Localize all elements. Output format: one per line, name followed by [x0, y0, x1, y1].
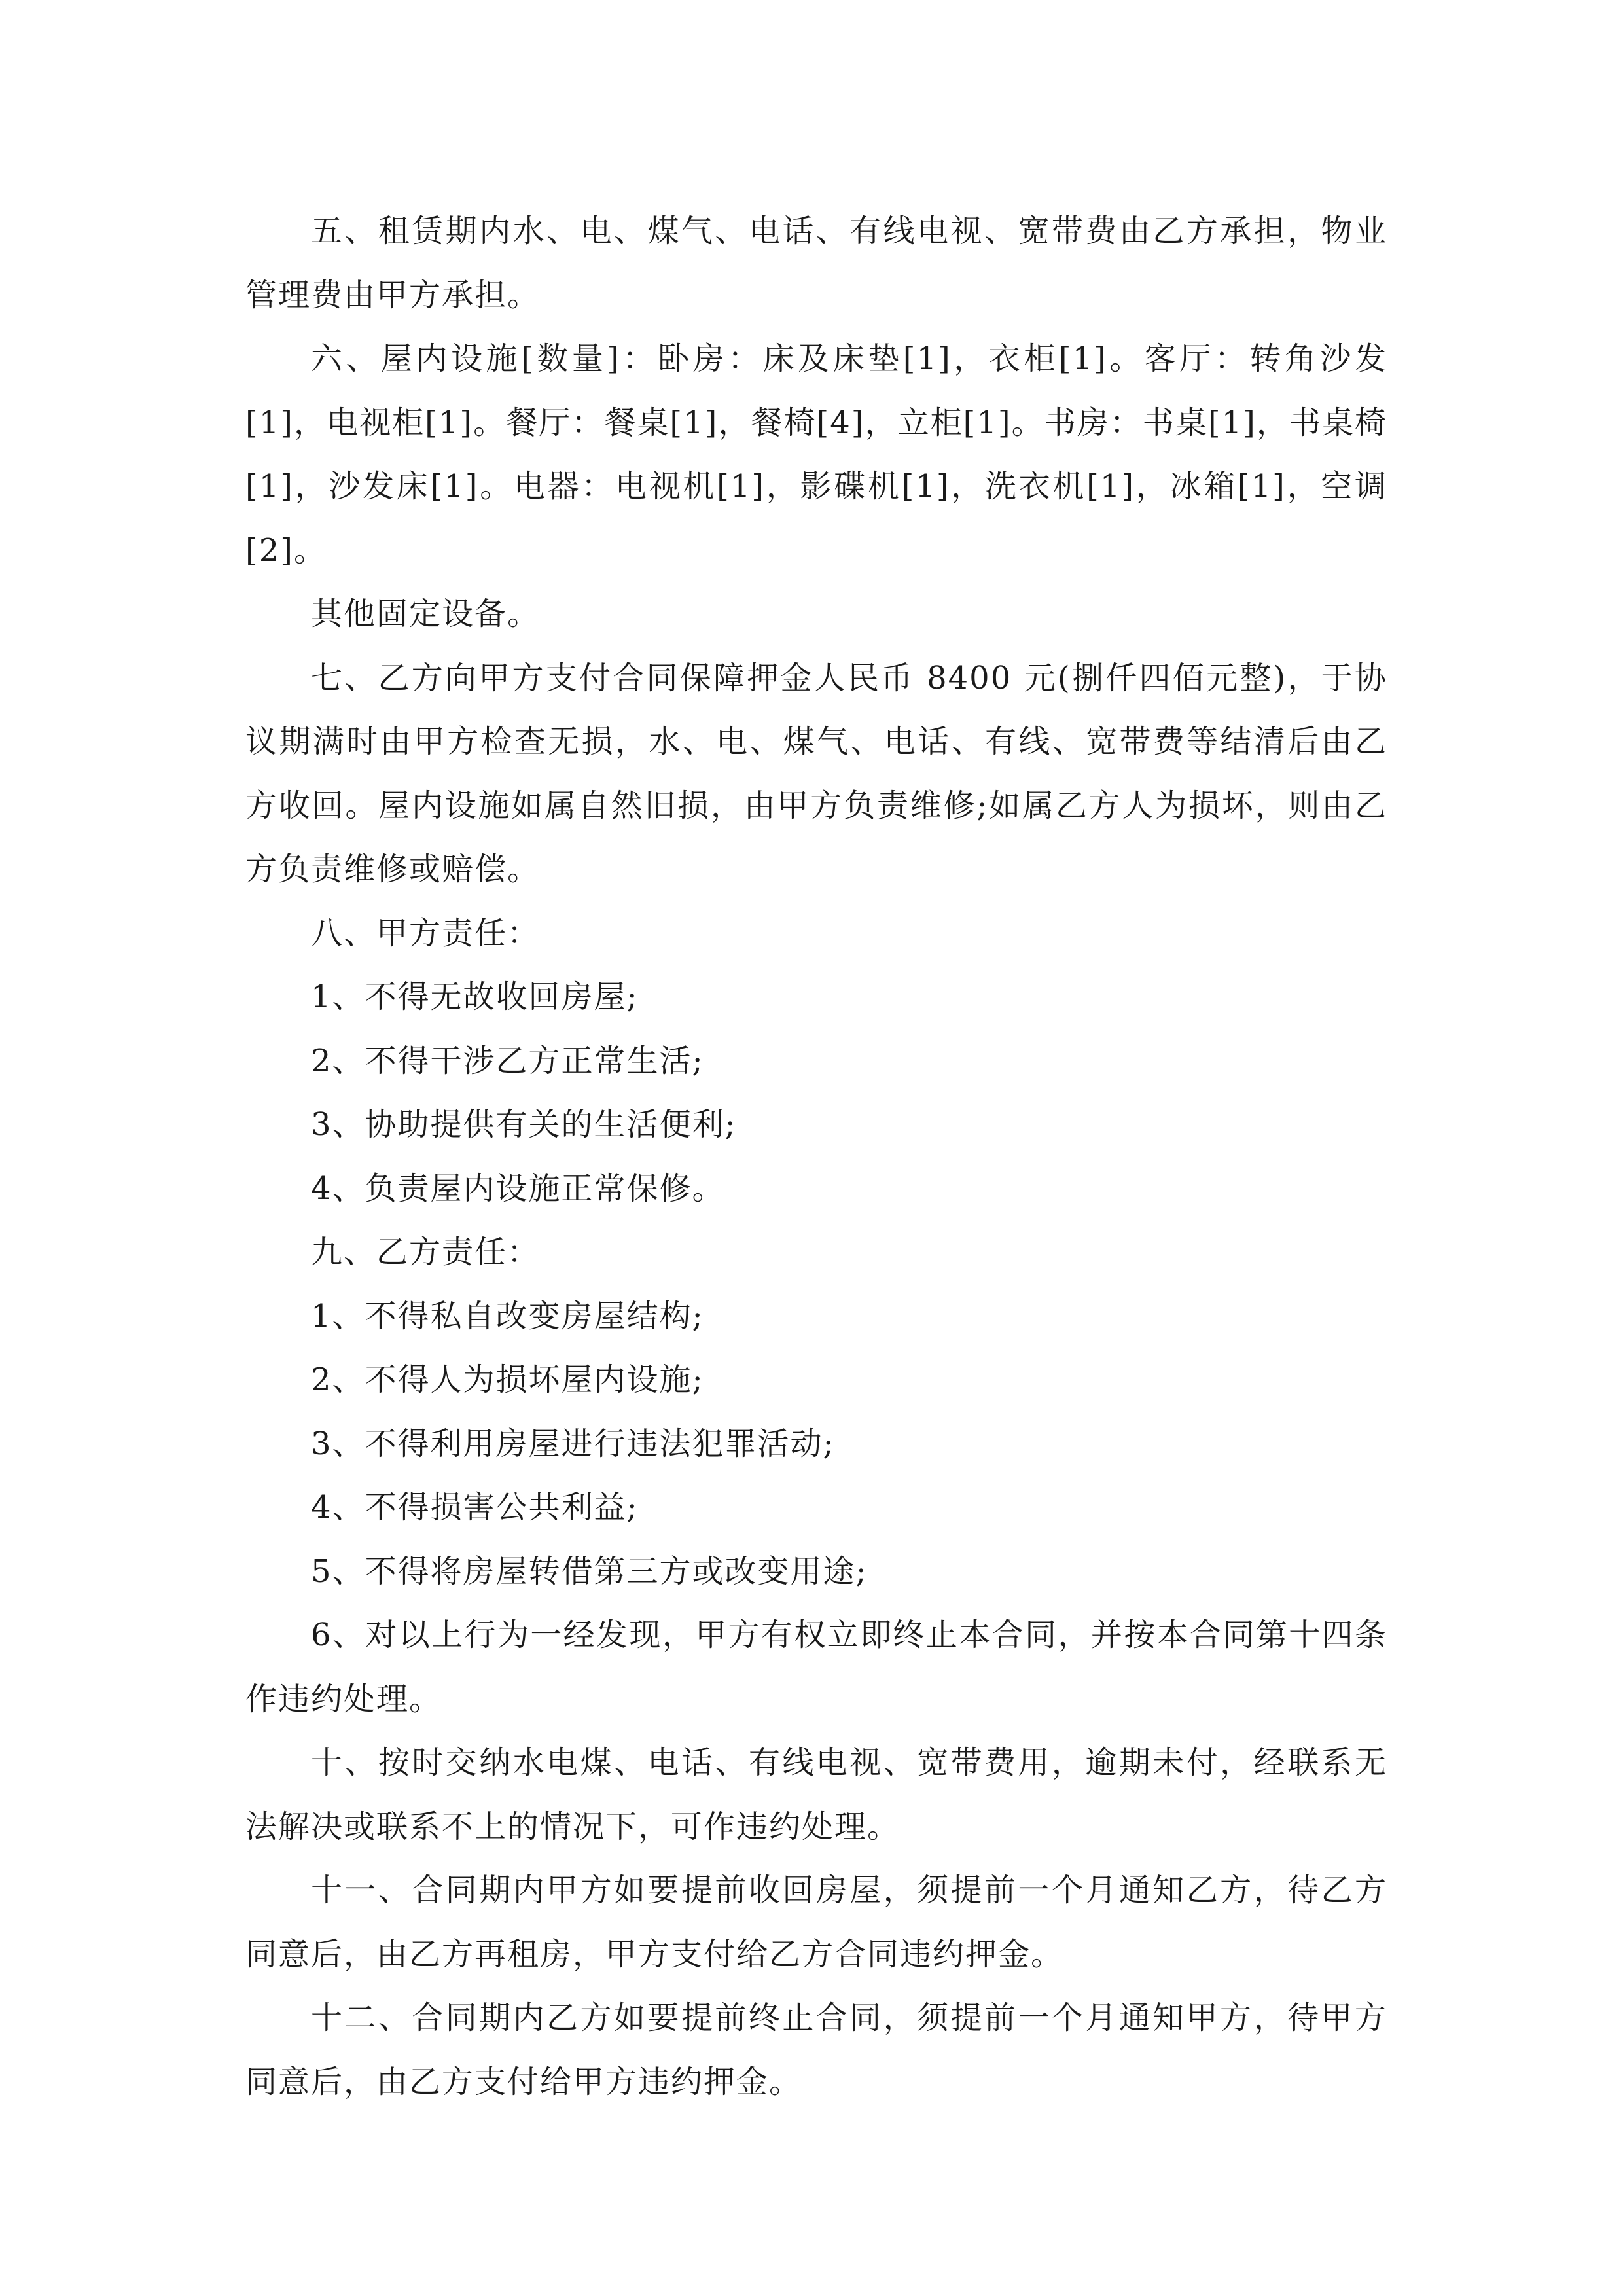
list-item: 5、不得将房屋转借第三方或改变用途;: [311, 1552, 868, 1590]
list-item: 1、不得无故收回房屋;: [311, 978, 639, 1015]
paragraph-early-termination: 十二、合同期内乙方如要提前终止合同，须提前一个月通知甲方，待甲方同意后，由乙方支付给甲方违约押金。: [245, 2000, 1387, 2100]
list-item: 2、不得干涉乙方正常生活;: [311, 1042, 704, 1079]
paragraph-utilities: 五、租赁期内水、电、煤气、电话、有线电视、宽带费由乙方承担，物业管理费由甲方承担。: [245, 213, 1387, 314]
paragraph-deposit: 七、乙方向甲方支付合同保障押金人民币 8400 元(捌仟四佰元整)，于协议期满时由甲方检查无损，水、电、煤气、电话、有线、宽带费等结清后由乙方收回。屋内设施如属自然旧损，由甲方负责维修;如属乙方人为损坏，则由乙方负责维修或赔偿。: [245, 659, 1387, 888]
document-body: [245, 200, 1387, 2114]
list-item: 2、不得人为损坏屋内设施;: [311, 1361, 704, 1398]
list-item: 3、不得利用房屋进行违法犯罪活动;: [311, 1425, 835, 1462]
heading-party-a-duties: 八、甲方责任：: [311, 914, 541, 952]
paragraph-other-equipment: 其他固定设备。: [311, 596, 541, 632]
paragraph-fees: 十、按时交纳水电煤、电话、有线电视、宽带费用，逾期未付，经联系无法解决或联系不上的情况下，可作违约处理。: [245, 1744, 1387, 1845]
paragraph-facilities: 六、屋内设施[数量]：卧房：床及床垫[1]，衣柜[1]。客厅：转角沙发[1]，电视柜[1]。餐厅：餐桌[1]，餐椅[4]，立柜[1]。书房：书桌[1]，书桌椅[1]，沙发床[1]。电器：电视机[1]，影碟机[1]，洗衣机[1]，冰箱[1]，空调[2]。: [245, 340, 1387, 569]
heading-party-b-duties: 九、乙方责任：: [311, 1234, 541, 1270]
list-item: 1、不得私自改变房屋结构;: [311, 1297, 704, 1335]
list-item: 4、负责屋内设施正常保修。: [311, 1170, 725, 1207]
list-item: 6、对以上行为一经发现，甲方有权立即终止本合同，并按本合同第十四条作违约处理。: [245, 1617, 1387, 1717]
list-item: 4、不得损害公共利益;: [311, 1489, 639, 1526]
paragraph-early-recovery: 十一、合同期内甲方如要提前收回房屋，须提前一个月通知乙方，待乙方同意后，由乙方再租房，甲方支付给乙方合同违约押金。: [245, 1872, 1387, 1973]
list-item: 3、协助提供有关的生活便利;: [311, 1106, 737, 1143]
